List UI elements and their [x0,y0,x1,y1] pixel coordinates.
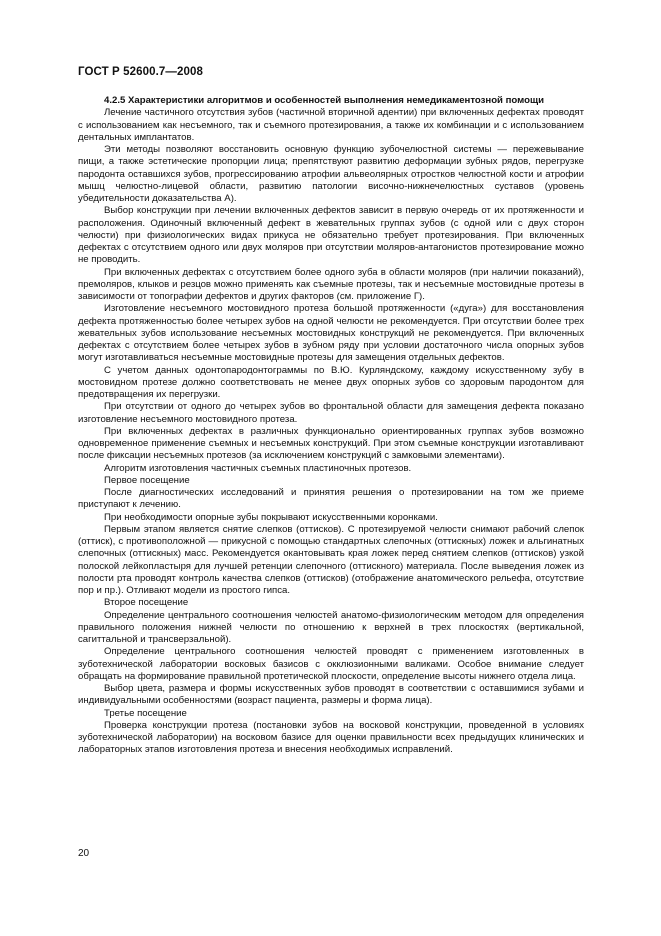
page-body [78,95,584,757]
paragraph: Определение центрального соотношения челюстей проводят с применением изготовленных в зуботехнической лаборатории восковых базисов с окклюзионными валиками. Особое внимание следует обращать на формирование правильной протетической плоскости, определение высоты нижнего отдела лица. [78,646,584,682]
paragraph: Изготовление несъемного мостовидного протеза большой протяженности («дуга») для восстановления дефекта протяженностью более четырех зубов на одной челюсти не рекомендуется. При отсутствии более трех жевательных зубов использование несъемных мостовидных конструкций не рекомендуется. При включенных дефектах с отсутствием более четырех зубов в зубном ряду при условии достаточного числа опорных зубов могут изготавливаться несъемные мостовидные протезы для замещения отдельных дефектов. [78,303,584,364]
paragraph: Алгоритм изготовления частичных съемных пластиночных протезов. [104,462,412,474]
paragraph: При включенных дефектах с отсутствием более одного зуба в области моляров (при наличии показаний), премоляров, клыков и резцов можно применять как съемные протезы, так и несъемные мостовидные протезы в зависимости от топографии дефектов и других факторов (см. приложение Г). [78,266,584,302]
document-header: ГОСТ Р 52600.7—2008 [78,66,203,78]
visit-heading: Первое посещение [104,474,190,486]
paragraph: Выбор цвета, размера и формы искусственных зубов проводят в соответствии с оставшимися зубами и индивидуальными особенностями (возраст пациента, размеры и форма лица). [78,683,584,707]
section-title: 4.2.5 Характеристики алгоритмов и особенностей выполнения немедикаментозной помощи [104,95,544,106]
page-number: 20 [78,848,90,859]
visit-heading: Третье посещение [104,707,187,719]
paragraph: С учетом данных одонтопародонтограммы по В.Ю. Курляндскому, каждому искусственному зубу в мостовидном протезе должно соответствовать не менее двух опорных зубов со здоровым пародонтом для предотвращения их перегрузки. [78,364,584,400]
paragraph: Первым этапом является снятие слепков (оттисков). С протезируемой челюсти снимают рабочий слепок (оттиск), с противоположной — прикусной с помощью стандартных слепочных (оттискных) ложек и альгинатных слепочных (оттискных) масс. Рекомендуется окантовывать края ложек перед снятием слепков (оттисков) узкой полоской лейкопластыря для лучшей ретенции слепочного (оттискного) материала. После выведения ложек из полости рта проводят контроль качества слепков (оттисков) (отображение анатомического рельефа, отсутствие пор и пр.). Отливают модели из простого гипса. [78,523,584,596]
paragraph: Проверка конструкции протеза (постановки зубов на восковой конструкции, проведенной в условиях зуботехнической лаборатории) на восковом базисе для оценки правильности всех предыдущих клинических и лабораторных этапов изготовления протеза и внесения необходимых исправлений. [78,719,584,756]
paragraph: Лечение частичного отсутствия зубов (частичной вторичной адентии) при включенных дефектах проводят с использованием как несъемного, так и съемного протезирования, а также их комбинации и с использованием дентальных имплантатов. [78,107,584,143]
paragraph: При отсутствии от одного до четырех зубов во фронтальной области для замещения дефекта показано изготовление несъемного мостовидного протеза. [78,401,584,425]
paragraph: При включенных дефектах в различных функционально ориентированных группах зубов возможно одновременное применение съемных и несъемных конструкций. При этом съемные конструкции изготавливают после фиксации несъемных протезов (за исключением конструкций с замковыми элементами). [78,425,584,462]
paragraph: Выбор конструкции при лечении включенных дефектов зависит в первую очередь от их протяженности и расположения. Одиночный включенный дефект в жевательных группах зубов (с одной или с двух сторон челюсти) при физиологических видах прикуса не обязательно требует протезирования. При включенных дефектах с отсутствием одного или двух моляров при отсутствии моляров-антагонистов протезирование можно не проводить. [78,205,584,266]
paragraph: Эти методы позволяют восстановить основную функцию зубочелюстной системы — пережевывание пищи, а также эстетические пропорции лица; препятствуют развитию деформации зубных рядов, перегрузке пародонта оставшихся зубов, прогрессированию атрофии альвеолярных отростков челюстной кости и атрофии мышц челюстно-лицевой области, развитию патологии височно-нижнечелюстных суставов (уровень убедительности доказательства А). [78,144,584,204]
paragraph: Определение центрального соотношения челюстей анатомо-физиологическим методом для определения правильного положения нижней челюсти по отношению к верхней в трех плоскостях (вертикальной, сагиттальной и трансверзальной). [78,609,584,645]
paragraph: При необходимости опорные зубы покрывают искусственными коронками. [104,511,438,523]
paragraph: После диагностических исследований и принятия решения о протезировании на том же приеме приступают к лечению. [78,487,584,511]
visit-heading: Второе посещение [104,597,189,609]
